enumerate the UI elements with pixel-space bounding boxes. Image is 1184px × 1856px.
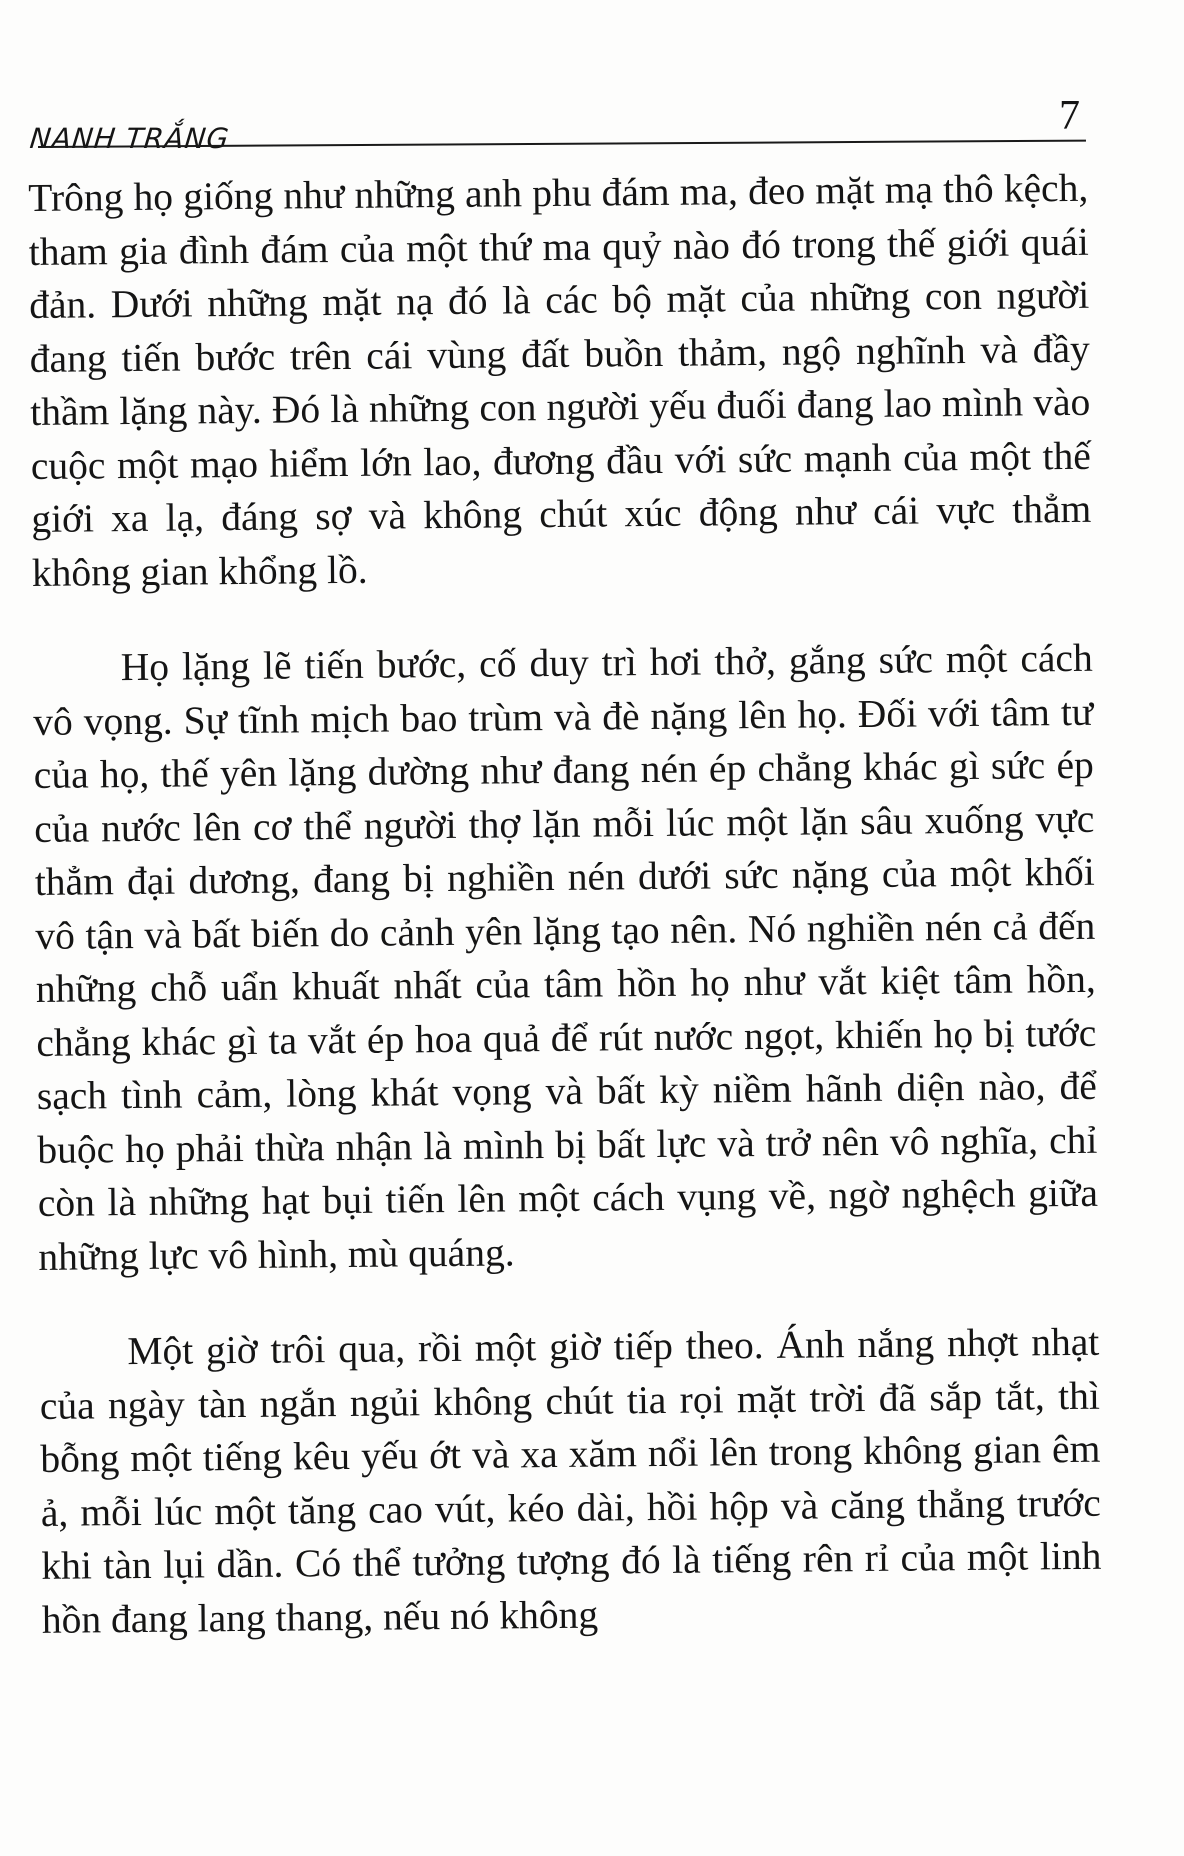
- paragraph-2: Họ lặng lẽ tiến bước, cố duy trì hơi thở, gắng sức một cách vô vọng. Sự tĩnh mịch bao trùm và đè nặng lên họ. Đối với tâm tư của họ, thế yên lặng dường như đang nén ép chẳng khác gì sức ép của nước lên cơ thể người thợ lặn mỗi lúc một lặn sâu xuống vực thẳm đại dương, đang bị nghiền nén dưới sức nặng của một khối vô tận và bất biến do cảnh yên lặng tạo nên. Nó nghiền nén cả đến những chỗ uẩn khuất nhất của tâm hồn họ như vắt kiệt tâm hồn, chẳng khác gì ta vắt ép hoa quả để rút nước ngọt, khiến họ bị tước sạch tình cảm, lòng khát vọng và bất kỳ niềm hãnh diện nào, để buộc họ phải thừa nhận là mình bị bất lực và trở nên vô nghĩa, chỉ còn là những hạt bụi tiến lên một cách vụng về, ngờ nghệch giữa những lực vô hình, mù quáng.: [33, 635, 1099, 1279]
- running-header: [26, 92, 1086, 155]
- paragraph-3: Một giờ trôi qua, rồi một giờ tiếp theo. Ánh nắng nhợt nhạt của ngày tàn ngắn ngủi không chút tia rọi mặt trời đã sắp tắt, thì bỗng một tiếng kêu yếu ớt và xa xăm nổi lên trong không gian êm ả, mỗi lúc một tăng cao vút, kéo dài, hồi hộp và căng thẳng trước khi tàn lụi dần. Có thể tưởng tượng đó là tiếng rên rỉ của một linh hồn đang lang thang, nếu nó không: [39, 1319, 1102, 1642]
- paragraph-1: Trông họ giống như những anh phu đám ma, đeo mặt mạ thô kệch, tham gia đình đám của một thứ ma quỷ nào đó trong thế giới quái đản. Dưới những mặt nạ đó là các bộ mặt của những con người đang tiến bước trên cái vùng đất buồn thảm, ngộ nghĩnh và đầy thầm lặng này. Đó là những con người yếu đuối đang lao mình vào cuộc một mạo hiểm lớn lao, đương đầu với sức mạnh của một thế giới xa lạ, đáng sợ và không chút xúc động như cái vực thẳm không gian khổng lồ.: [28, 165, 1092, 595]
- page-number: 7: [1059, 93, 1080, 139]
- body-text: [28, 162, 1103, 1689]
- book-title: NANH TRẮNG: [28, 122, 232, 155]
